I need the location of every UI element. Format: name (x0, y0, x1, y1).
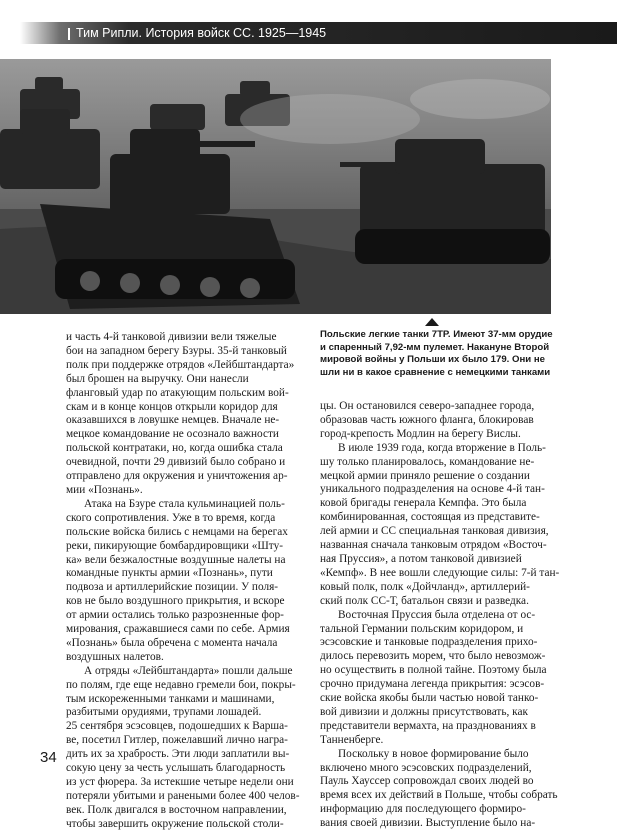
text-line: сокую цену за честь услышать благодарность (66, 762, 286, 775)
text-line: ковой бригады генерала Кемпфа. Это была (320, 497, 527, 510)
text-line: и часть 4-й танковой дивизии вели тяжелые (66, 331, 277, 343)
text-line: «Кемпф». В нее вошли следующие силы: 7-й тан- (320, 566, 560, 579)
text-line: Поскольку в новое формирование было (338, 747, 529, 760)
text-line: ная Пруссия», а потом танковой дивизией (320, 552, 522, 565)
paragraph (320, 609, 552, 748)
text-line: вой дивизии и должны присутствовать, как (320, 705, 528, 718)
text-line: потеряли убитыми и ранеными более 400 челов- (66, 789, 300, 802)
paragraph (320, 747, 558, 831)
caption-line: Польские легкие танки 7ТР. Имеют 37-мм орудие (320, 329, 553, 340)
text-line: лей армии и СС специальная танковая дивизия, (320, 525, 549, 538)
text-line: от армии остались только разрозненные фор- (66, 609, 284, 622)
text-line: срочно придумана легенда прикрытия: эсэсов- (320, 678, 545, 691)
text-line: полк при поддержке отрядов «Лейбштандарта» (66, 358, 295, 371)
text-line: подвоза и артиллерийские позиции. У поля- (66, 581, 279, 594)
caption-pointer-icon (425, 318, 439, 326)
paragraph (66, 665, 306, 832)
text-line: польские войска бились с немцами на берегах (66, 525, 288, 538)
text-line: эсэсовские и танковые подразделения прихо- (320, 636, 538, 649)
text-line: Атака на Бзуре стала кульминацией поль- (84, 497, 285, 510)
text-line: А отряды «Лейбштандарта» пошли дальше (84, 664, 293, 677)
text-line: ского сопротивления. Уже в то время, когда (66, 511, 276, 524)
text-line: очевидной, почти 29 дивизий было собрано и (66, 456, 286, 469)
text-line: включено много эсэсовских подразделений, (320, 761, 532, 774)
text-line: мирования, сражавшиеся сами по себе. Армия (66, 623, 290, 636)
text-line: время всех их действий в Польше, чтобы собрать (320, 789, 558, 802)
text-line: Танненберге. (320, 733, 384, 746)
text-line: отправлено для окружения и уничтожения ар- (66, 470, 288, 483)
text-line: вания своей дивизии. Выступление было на- (320, 817, 536, 830)
text-line: город-крепость Модлин на берегу Вислы. (320, 427, 521, 440)
running-header-title: Тим Рипли. История войск СС. 1925—1945 (76, 26, 327, 40)
photo-caption (320, 329, 553, 379)
text-line: чтобы завершить окружение польской столи- (66, 817, 284, 830)
text-line: тым искореженными танками и машинами, (66, 692, 275, 705)
text-line: польской контратаки, но, когда ошибка стала (66, 442, 283, 455)
text-line: из уст фюрера. За истекшие четыре недели они (66, 776, 294, 788)
text-line: был брошен на выручку. Они нанесли (66, 372, 249, 385)
text-line: но осуществить в полной тайне. Поэтому была (320, 664, 547, 677)
text-line: ский полк СС-Т, батальон связи и разведка. (320, 594, 529, 607)
caption-line: шли ни в какое сравнение с немецкими танками (320, 366, 551, 378)
text-line: командные пункты армии «Познань», пути (66, 567, 273, 580)
text-line: тальной Германии польским коридором, и (320, 622, 524, 635)
text-line: оказавшихся в ловушке немцев. Вначале не- (66, 414, 280, 427)
text-line: ков не было воздушного прикрытия, и вскоре (66, 595, 285, 608)
page-number: 34 (40, 749, 57, 766)
photo-icon (0, 59, 551, 314)
tanks-photo (0, 59, 551, 314)
text-line: уникального подразделения на основе 4-й тан- (320, 483, 545, 496)
text-line: ка» вели безжалостные воздушные налеты на (66, 553, 286, 566)
right-text-column (320, 400, 560, 831)
text-line: дилось перевозить морем, что было невозмож- (320, 650, 546, 663)
paragraph (66, 331, 306, 498)
text-line: по полям, где еще недавно гремели бои, покры- (66, 678, 296, 691)
text-line: фланговый удар по атакующим польским вой- (66, 386, 289, 399)
paragraph (320, 400, 552, 442)
text-line: век. Полк двигался в восточном направлении, (66, 803, 287, 816)
text-line: мецкой армии приняло решение о создании (320, 469, 530, 482)
text-line: ве, посетил Гитлер, пожелавший лично награ- (66, 734, 288, 747)
text-line: воздушных налетов. (66, 650, 164, 663)
text-line: цы. Он остановился северо-западнее города, (320, 400, 535, 412)
text-line: Пауль Хауссер сопровождал своих людей во (320, 775, 534, 788)
text-line: 25 сентября эсэсовцев, подошедших к Варша- (66, 720, 288, 733)
text-line: Восточная Пруссия была отделена от ос- (338, 608, 536, 621)
text-line: скам и в конце концов открыли коридор для (66, 400, 278, 413)
text-line: ковый полк, полк «Дойчланд», артиллерий- (320, 580, 530, 593)
text-line: разбитыми орудиями, трупами лошадей. (66, 706, 262, 719)
text-line: ские войска якобы были частью новой танко- (320, 692, 539, 705)
caption-line: и спаренный 7,92-мм пулемет. Накануне Второй (320, 341, 550, 353)
text-line: бои на западном берегу Бзуры. 35-й танковый (66, 344, 287, 357)
paragraph (320, 441, 560, 609)
left-text-column (66, 331, 306, 832)
text-line: информацию для последующего формиро- (320, 803, 526, 816)
header-divider (68, 28, 70, 40)
caption-line: мировой войны у Польши их было 179. Они не (320, 354, 545, 366)
text-line: В июле 1939 года, когда вторжение в Поль- (338, 441, 546, 454)
text-line: образовав часть южного фланга, блокировав (320, 413, 534, 426)
text-line: названная сначала танковым отрядом «Восточ- (320, 539, 547, 552)
paragraph (66, 498, 306, 665)
text-line: комбинированная, состоящая из представите- (320, 511, 540, 524)
text-line: представители вермахта, на празднованиях в (320, 719, 536, 732)
text-line: мецкое командование не осознало важности (66, 428, 279, 441)
text-line: шу только планировалось, командование не- (320, 455, 535, 468)
text-line: дить их за храбрость. Эти люди заплатили вы- (66, 748, 290, 761)
text-line: «Познань» была обречена с момента начала (66, 636, 278, 649)
text-line: реки, пикирующие бомбардировщики «Шту- (66, 539, 284, 552)
text-line: мии «Познань». (66, 483, 143, 496)
